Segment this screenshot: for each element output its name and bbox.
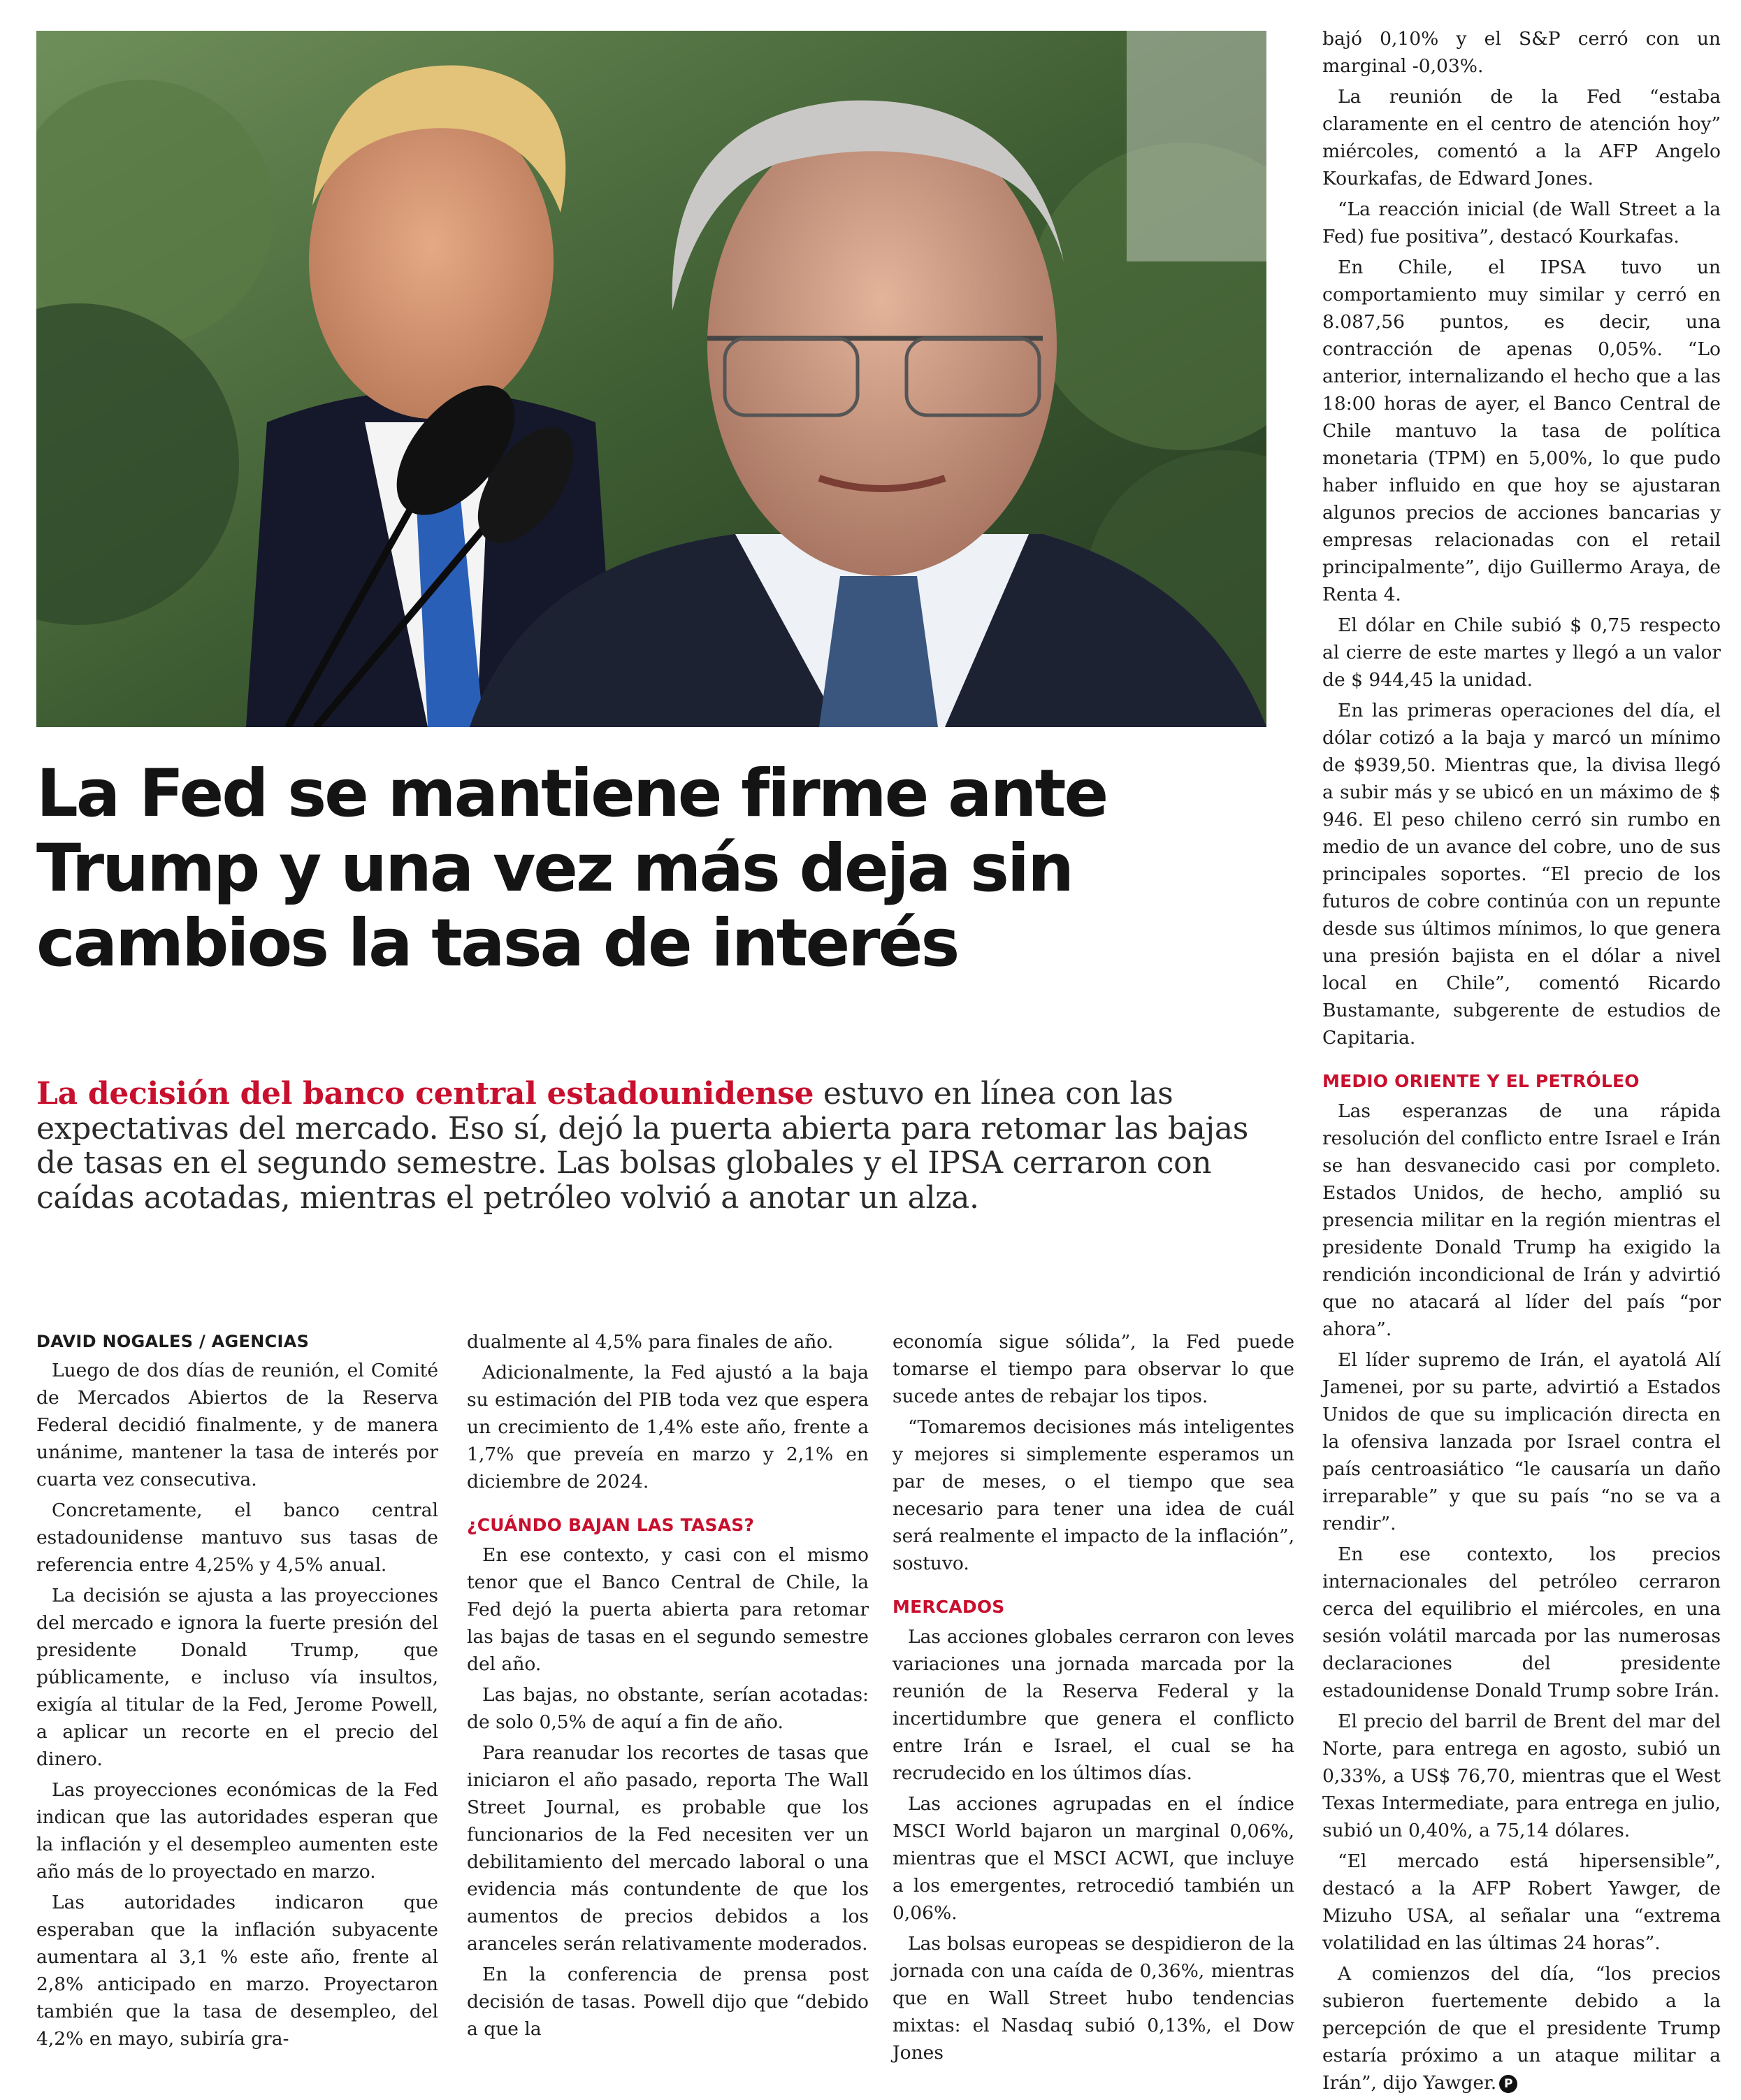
paragraph: La reunión de la Fed “estaba claramente en el centro de atención hoy” miércoles, comentó a la AFP Angelo Kourkafas, de Edward Jones.	[1322, 86, 1721, 189]
deck-lead: La decisión del banco central estadounidense	[36, 1076, 814, 1112]
article-column-1	[36, 1328, 438, 2056]
paragraph: El precio del barril de Brent del mar del Norte, para entrega en agosto, subió un 0,33%, a US$ 76,70, mientras que el West Texas Intermediate, para entrega en julio, subió un 0,40%, a 75,14 dólares.	[1322, 1711, 1721, 1841]
paragraph: En la conferencia de prensa post decisión de tasas. Powell dijo que “debido a que la	[467, 1964, 869, 2040]
paragraph-continued: economía sigue sólida”, la Fed puede tomarse el tiempo para observar lo que sucede antes de rebajar los tipos.	[893, 1331, 1294, 1407]
paragraph: Adicionalmente, la Fed ajustó a la baja su estimación del PIB toda vez que espera un crecimiento de 1,4% este año, frente a 1,7% que preveía en marzo y 2,1% en diciembre de 2024.	[467, 1362, 869, 1493]
paragraph: Las bajas, no obstante, serían acotadas: de solo 0,5% de aquí a fin de año.	[467, 1684, 869, 1733]
paragraph: En Chile, el IPSA tuvo un comportamiento muy similar y cerró en 8.087,56 puntos, es decir, una contracción de apenas 0,05%. “Lo anterior, internalizando el hecho que a las 18:00 horas de ayer, el Banco Central de Chile mantuvo la tasa de política monetaria (TPM) en 5,00%, lo que pudo haber influido en que hoy se ajustaran algunos precios de acciones bancarias y empresas relacionadas con el retail principalmente”, dijo Guillermo Araya, de Renta 4.	[1322, 257, 1721, 605]
paragraph: Las bolsas europeas se despidieron de la jornada con una caída de 0,36%, mientras que en Wall Street hubo tendencias mixtas: el Nasdaq subió 0,13%, el Dow Jones	[893, 1933, 1294, 2064]
paragraph-continued: bajó 0,10% y el S&P cerró con un marginal -0,03%.	[1322, 28, 1721, 77]
subhead-cuando-bajan: ¿CUÁNDO BAJAN LAS TASAS?	[467, 1515, 755, 1535]
paragraph: “El mercado está hipersensible”, destacó a la AFP Robert Yawger, de Mizuho USA, al señalar una “extrema volatilidad en las últimas 24 horas”.	[1322, 1850, 1721, 1954]
paragraph: Las acciones agrupadas en el índice MSCI World bajaron un marginal 0,06%, mientras que el MSCI ACWI, que incluye a los emergentes, retrocedió también un 0,06%.	[893, 1793, 1294, 1924]
paragraph: “Tomaremos decisiones más inteligentes y mejores si simplemente esperamos un par de meses, o el tiempo que sea necesario para tener una idea de cuál será realmente el impacto de la inflación”, sostuvo.	[893, 1416, 1294, 1574]
subhead-medio-oriente: MEDIO ORIENTE Y EL PETRÓLEO	[1322, 1071, 1640, 1091]
paragraph: “La reacción inicial (de Wall Street a la Fed) fue positiva”, destacó Kourkafas.	[1322, 199, 1721, 247]
paragraph: En ese contexto, y casi con el mismo tenor que el Banco Central de Chile, la Fed dejó la puerta abierta para retomar las bajas de tasas en el segundo semestre del año.	[467, 1544, 869, 1675]
paragraph: Concretamente, el banco central estadounidense mantuvo sus tasas de referencia entre 4,25% y 4,5% anual.	[36, 1500, 438, 1576]
byline: DAVID NOGALES / AGENCIAS	[36, 1332, 310, 1351]
end-mark-icon: P	[1499, 2075, 1517, 2093]
article-column-3	[893, 1328, 1294, 2070]
paragraph-continued: dualmente al 4,5% para finales de año.	[467, 1331, 834, 1353]
paragraph: Las proyecciones económicas de la Fed indican que las autoridades esperan que la inflación y el desempleo aumenten este año más de lo proyectado en marzo.	[36, 1779, 438, 1883]
paragraph: En las primeras operaciones del día, el dólar cotizó a la baja y marcó un mínimo de $939,50. Mientras que, la divisa llegó a subir más y se ubicó en un máximo de $ 946. El peso chileno cerró sin rumbo en medio de un avance del cobre, uno de sus principales soportes. “El precio de los futuros de cobre continúa con un repunte desde sus últimos mínimos, lo que genera una presión bajista en el dólar a nivel local en Chile”, comentó Ricardo Bustamante, subgerente de estudios de Capitaria.	[1322, 700, 1721, 1049]
lead-photo-illustration	[36, 31, 1266, 727]
headline-line-1: La Fed se mantiene firme ante	[36, 756, 1107, 832]
paragraph: En ese contexto, los precios internacionales del petróleo cerraron cerca del equilibrio el miércoles, en una sesión volátil marcada por las numerosas declaraciones del presidente estadounidense Donald Trump sobre Irán.	[1322, 1544, 1721, 1702]
deck	[36, 1077, 1252, 1216]
paragraph-text: A comienzos del día, “los precios subieron fuertemente debido a la percepción de que el presidente Trump estaría próximo a un ataque militar a Irán”, dijo Yawger.	[1322, 1963, 1721, 2094]
article-column-2	[467, 1328, 869, 2046]
article-column-4	[1322, 25, 1721, 2100]
subhead-mercados: MERCADOS	[893, 1597, 1005, 1617]
paragraph-last	[1322, 1960, 1721, 2097]
headline-line-2: Trump y una vez más deja sin	[36, 830, 1073, 907]
paragraph: Para reanudar los recortes de tasas que iniciaron el año pasado, reporta The Wall Street Journal, es probable que los funcionarios de la Fed necesiten ver un debilitamiento del mercado laboral o una evidencia más contundente de que los aumentos de precios debidos a los aranceles serán relativamente moderados.	[467, 1742, 869, 1955]
lead-photo	[36, 31, 1266, 727]
paragraph: El líder supremo de Irán, el ayatolá Alí Jamenei, por su parte, advirtió a Estados Unidos de que su implicación directa en la ofensiva lanzada por Israel contra el país centroasiático “le causaría un daño irreparable” y que su país “no se va a rendir”.	[1322, 1349, 1721, 1534]
paragraph: Las esperanzas de una rápida resolución del conflicto entre Israel e Irán se han desvanecido casi por completo. Estados Unidos, de hecho, amplió su presencia militar en la región mientras el presidente Donald Trump ha exigido la rendición incondicional de Irán y advirtió que no atacará al líder del país “por ahora”.	[1322, 1100, 1721, 1340]
paragraph: Las autoridades indicaron que esperaban que la inflación subyacente aumentara al 3,1 % este año, frente al 2,8% anticipado en marzo. Proyectaron también que la tasa de desempleo, del 4,2% en mayo, subiría gra-	[36, 1892, 438, 2050]
headline	[36, 756, 1266, 981]
paragraph: Luego de dos días de reunión, el Comité de Mercados Abiertos de la Reserva Federal decidió finalmente, y de manera unánime, mantener la tasa de interés por cuarta vez consecutiva.	[36, 1360, 438, 1490]
paragraph: El dólar en Chile subió $ 0,75 respecto al cierre de este martes y llegó a un valor de $ 944,45 la unidad.	[1322, 614, 1721, 691]
deck-text: estuvo en línea con las expectativas del mercado. Eso sí, dejó la puerta abierta para retomar las bajas de tasas en el segundo semestre. Las bolsas globales y el IPSA cerraron con caídas acotadas, mientras el petróleo volvió a anotar un alza.	[36, 1076, 1249, 1216]
paragraph: La decisión se ajusta a las proyecciones del mercado e ignora la fuerte presión del presidente Donald Trump, que públicamente, e incluso vía insultos, exigía al titular de la Fed, Jerome Powell, a aplicar un recorte en el precio del dinero.	[36, 1585, 438, 1770]
headline-line-3: cambios la tasa de interés	[36, 905, 958, 982]
paragraph: Las acciones globales cerraron con leves variaciones una jornada marcada por la reunión de la Reserva Federal y la incertidumbre que genera el conflicto entre Irán e Israel, el cual se ha recrudecido en los últimos días.	[893, 1626, 1294, 1784]
